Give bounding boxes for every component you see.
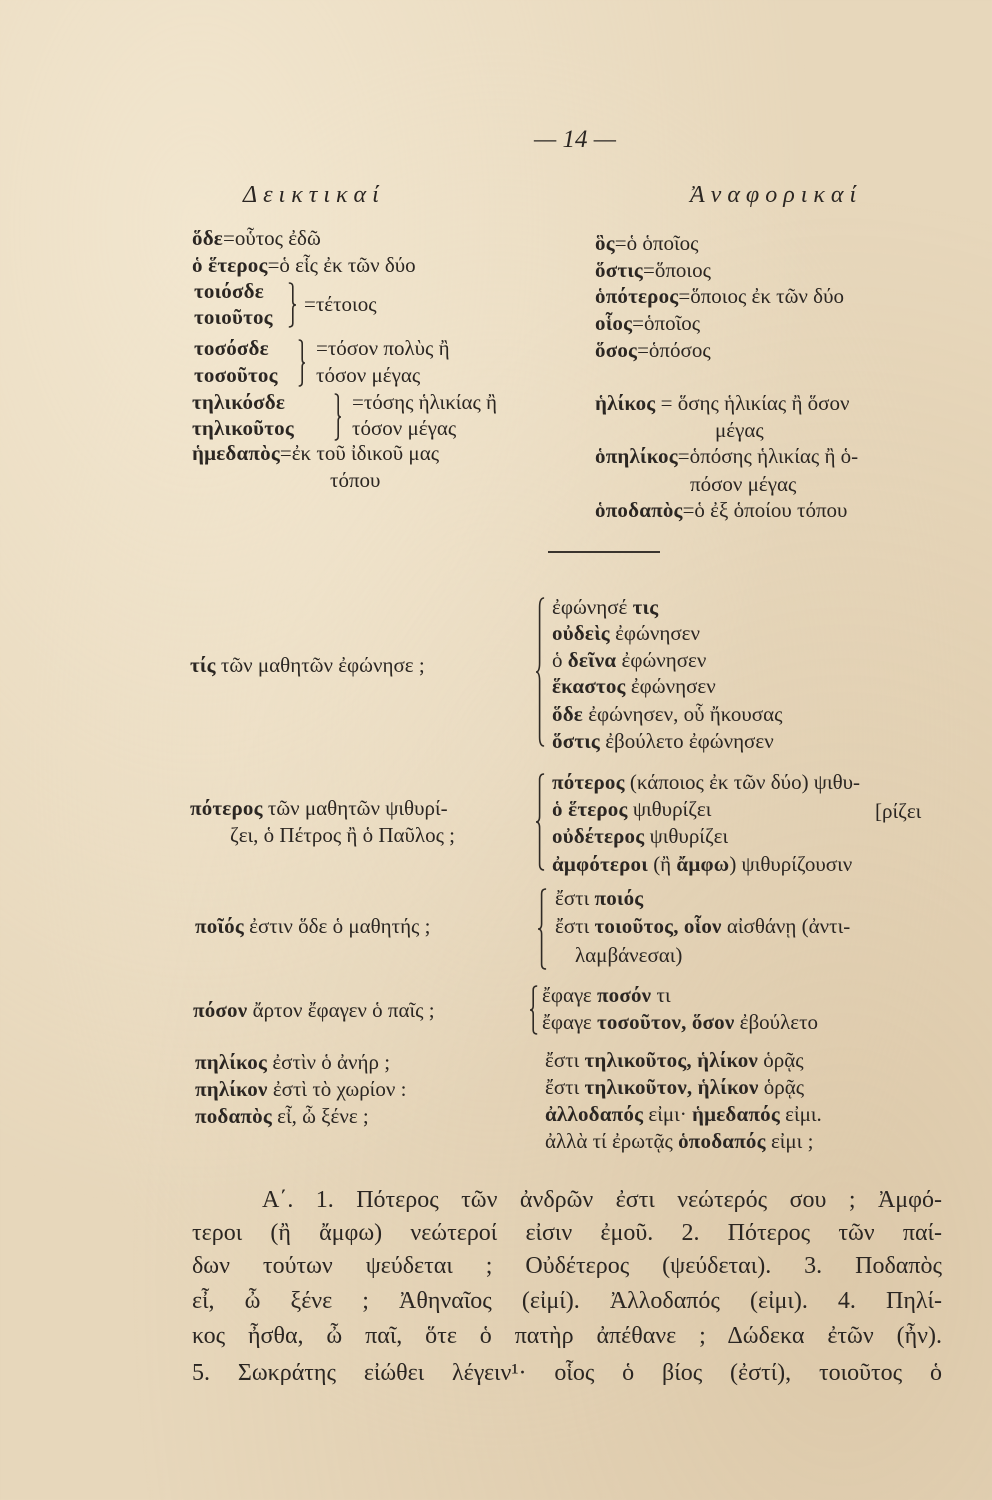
answer-line xyxy=(552,594,658,620)
answer-text: (κάποιος ἐκ τῶν δύο) ψιθυ- xyxy=(624,770,861,794)
brace xyxy=(538,889,547,969)
answer-line xyxy=(555,885,643,911)
answer-line xyxy=(552,823,728,849)
demonstrative-term: τηλικοῦτος xyxy=(192,416,294,440)
relative-definition: =ὁποῖος xyxy=(632,311,701,335)
answer-term: τις xyxy=(632,595,659,619)
answer-term: τοιοῦτος, xyxy=(594,914,679,938)
relative-row xyxy=(595,497,847,523)
answer-line xyxy=(545,1101,822,1127)
demonstrative-term: τοσοῦτος xyxy=(194,363,278,387)
question-text: τῶν μαθητῶν ἐφώνησε ; xyxy=(215,653,425,677)
answer-term: δεῖνα xyxy=(567,648,617,672)
answer-text: ἐφώνησεν, οὗ ἤκουσας xyxy=(582,702,783,726)
answer-line xyxy=(552,701,782,727)
header-demonstrative: Δεικτικαί xyxy=(243,182,385,208)
answer-term: ἡλίκον xyxy=(697,1075,759,1099)
relative-term: ὁπότερος xyxy=(595,284,679,308)
question-text: ἄρτον ἔφαγεν ὁ παῖς ; xyxy=(247,998,435,1022)
demonstrative-definition-continued: τόπου xyxy=(330,468,381,492)
relative-row xyxy=(595,310,700,336)
demonstrative-term: ὅδε xyxy=(192,226,223,250)
question-line xyxy=(195,1103,369,1129)
question-text: ἐστὶ τὸ χωρίον : xyxy=(267,1077,407,1101)
brace xyxy=(298,340,305,386)
answer-line xyxy=(552,620,700,646)
answer-text: ἐφώνησεν xyxy=(625,674,716,698)
answer-term: ἄμφω xyxy=(676,852,730,876)
answer-text: αἰσθάνῃ (ἀντι- xyxy=(721,914,851,938)
answer-term: ὅδε xyxy=(552,702,583,726)
question-line xyxy=(195,913,430,939)
question-line xyxy=(195,1049,390,1075)
relative-row xyxy=(595,443,858,469)
answer-term: ἡμεδαπός xyxy=(692,1102,780,1126)
answer-line xyxy=(545,1074,804,1100)
exercise-line: Α΄. 1. Πότερος τῶν ἀνδρῶν ἐστι νεώτερός σου ; Ἀμφό- xyxy=(262,1187,942,1213)
answer-line xyxy=(552,796,711,822)
exercise-line: εἶ, ὦ ξένε ; Ἀθηναῖος (εἰμί). Ἀλλοδαπός (εἰμι). 4. Πηλί- xyxy=(192,1288,942,1314)
brace xyxy=(536,598,545,746)
answer-text: ἐφώνησεν xyxy=(616,648,707,672)
answer-text: ἔστι xyxy=(555,914,595,938)
demonstrative-definition: =ἐκ τοῦ ἰδικοῦ μας xyxy=(279,441,440,465)
answer-text: ἐφώνησεν xyxy=(609,621,700,645)
relative-term: οἷος xyxy=(595,311,633,335)
demonstrative-definition: =τέτοιος xyxy=(304,292,377,316)
answer-text: ἀλλὰ τί ἐρωτᾷς xyxy=(545,1129,679,1153)
exercise-line: τεροι (ἢ ἄμφω) νεώτεροί εἰσιν ἐμοῦ. 2. Πότερος τῶν παί- xyxy=(192,1220,942,1246)
question-term: πότερος xyxy=(190,796,263,820)
demonstrative-row xyxy=(192,252,416,278)
relative-term: ὁπηλίκος xyxy=(595,444,678,468)
demonstrative-definition: =τόσον πολὺς ἢ xyxy=(316,336,450,360)
answer-line xyxy=(542,982,671,1008)
relative-definition-continued: πόσον μέγας xyxy=(690,472,797,496)
question-text: ἐστὶν ὁ ἀνήρ ; xyxy=(267,1050,391,1074)
answer-term: οἷον xyxy=(683,914,722,938)
answer-term: ἀλλοδαπός xyxy=(545,1102,644,1126)
demonstrative-term: τηλικόσδε xyxy=(192,390,286,414)
question-term: ποῖός xyxy=(195,914,244,938)
question-line: ζει, ὁ Πέτρος ἢ ὁ Παῦλος ; xyxy=(230,823,456,847)
question-line xyxy=(195,1076,406,1102)
answer-line xyxy=(542,1009,818,1035)
answer-line xyxy=(555,913,850,939)
answer-text: ἐφώνησέ xyxy=(552,595,633,619)
answer-term: ποσόν xyxy=(596,983,652,1007)
question-text: ἐστιν ὅδε ὁ μαθητής ; xyxy=(243,914,431,938)
brace xyxy=(288,283,296,327)
relative-definition-continued: μέγας xyxy=(715,418,764,442)
answer-text: ἔστι xyxy=(545,1075,585,1099)
question-term: πόσον xyxy=(193,998,248,1022)
relative-definition: =ὁ ἐξ ὁποίου τόπου xyxy=(682,498,848,522)
demonstrative-row xyxy=(192,440,439,466)
answer-text: ) ψιθυρίζουσιν xyxy=(729,852,853,876)
demonstrative-term: τοιοῦτος xyxy=(194,305,273,329)
answer-text: (ἢ xyxy=(647,852,677,876)
question-term: ποδαπὸς xyxy=(195,1104,272,1128)
relative-row xyxy=(595,257,711,283)
relative-definition: =ὁ ὁποῖος xyxy=(614,231,699,255)
brace xyxy=(334,394,341,440)
answer-text: ψιθυρίζει xyxy=(627,797,712,821)
answer-term: τηλικοῦτος, xyxy=(584,1048,692,1072)
exercise-line: δων τούτων ψεύδεται ; Οὐδέτερος (ψεύδεται). 3. Ποδαπὸς xyxy=(192,1253,942,1279)
exercise-line: κος ἦσθα, ὦ παῖ, ὅτε ὁ πατὴρ ἀπέθανε ; Δώδεκα ἐτῶν (ἦν). xyxy=(192,1323,942,1349)
question-line xyxy=(190,795,448,821)
page-number: — 14 — xyxy=(534,126,616,153)
answer-term: ποιός xyxy=(594,886,644,910)
question-text: εἶ, ὦ ξένε ; xyxy=(271,1104,369,1128)
relative-definition: = ὅσης ἡλικίας ἢ ὅσον xyxy=(655,391,850,415)
answer-line xyxy=(552,728,774,754)
question-line xyxy=(193,997,435,1023)
relative-row xyxy=(595,283,844,309)
answer-text: ὁρᾷς xyxy=(758,1048,804,1072)
answer-text: ἐβούλετο xyxy=(734,1010,819,1034)
exercise-line: 5. Σωκράτης εἰώθει λέγειν¹· οἷος ὁ βίος (ἐστί), τοιοῦτος ὁ xyxy=(192,1360,942,1386)
question-term: πηλίκον xyxy=(195,1077,268,1101)
relative-term: ὁποδαπὸς xyxy=(595,498,683,522)
answer-line xyxy=(545,1128,813,1154)
answer-text: τι xyxy=(651,983,671,1007)
brace xyxy=(536,774,545,870)
answer-line xyxy=(552,673,716,699)
answer-line xyxy=(552,851,852,877)
answer-term: ἕκαστος xyxy=(552,674,626,698)
relative-term: ὅστις xyxy=(595,258,643,282)
relative-row xyxy=(595,337,711,363)
answer-text: ὁρᾷς xyxy=(758,1075,805,1099)
answer-text: ἔφαγε xyxy=(542,1010,597,1034)
demonstrative-row xyxy=(192,225,321,251)
answer-text: ἐβούλετο ἐφώνησεν xyxy=(599,729,774,753)
relative-definition: =ὁπόσος xyxy=(637,338,711,362)
answer-term: ἀμφότεροι xyxy=(552,852,648,876)
answer-text: ψιθυρίζει xyxy=(644,824,729,848)
answer-text: ἔστι xyxy=(555,886,595,910)
demonstrative-definition: τόσον μέγας xyxy=(352,416,457,440)
answer-term: ὅσον xyxy=(691,1010,735,1034)
answer-line: λαμβάνεσαι) xyxy=(575,943,683,967)
header-relative: Ἀναφορικαί xyxy=(690,182,863,208)
answer-term: πότερος xyxy=(552,770,625,794)
relative-definition: =ὅποιος xyxy=(642,258,711,282)
demonstrative-definition: τόσον μέγας xyxy=(316,363,421,387)
answer-term: ἡλίκον xyxy=(697,1048,758,1072)
answer-text: ἔφαγε xyxy=(542,983,597,1007)
relative-definition: =ὁπόσης ἡλικίας ἢ ὁ- xyxy=(677,444,859,468)
relative-term: ὅσος xyxy=(595,338,638,362)
answer-term: ὁποδαπός xyxy=(678,1129,766,1153)
question-term: πηλίκος xyxy=(195,1050,268,1074)
section-divider xyxy=(548,551,660,553)
answer-term: τηλικοῦτον, xyxy=(584,1075,693,1099)
brace xyxy=(530,986,538,1034)
demonstrative-term: τοιόσδε xyxy=(194,279,264,303)
answer-text: εἰμι. xyxy=(779,1102,822,1126)
demonstrative-definition: =ὁ εἷς ἐκ τῶν δύο xyxy=(267,253,416,277)
answer-term: τοσοῦτον, xyxy=(596,1010,687,1034)
demonstrative-definition: =τόσης ἡλικίας ἢ xyxy=(352,390,497,414)
question-text: τῶν μαθητῶν ψιθυρί- xyxy=(262,796,448,820)
question-line xyxy=(190,652,425,678)
relative-row xyxy=(595,390,850,416)
answer-line xyxy=(545,1047,804,1073)
hyphenation-tail: [ρίζει xyxy=(875,799,922,823)
demonstrative-definition: =οὗτος ἐδῶ xyxy=(222,226,321,250)
answer-text: εἰμι ; xyxy=(765,1129,814,1153)
question-term: τίς xyxy=(190,653,216,677)
demonstrative-term: ἡμεδαπὸς xyxy=(192,441,280,465)
relative-term: ὃς xyxy=(595,231,615,255)
answer-line xyxy=(552,647,706,673)
answer-text: ἔστι xyxy=(545,1048,585,1072)
answer-term: ὁ ἕτερος xyxy=(552,797,628,821)
answer-line xyxy=(552,769,860,795)
relative-row xyxy=(595,230,698,256)
relative-definition: =ὅποιος ἐκ τῶν δύο xyxy=(678,284,844,308)
answer-term: ὅστις xyxy=(552,729,600,753)
demonstrative-term: ὁ ἕτερος xyxy=(192,253,268,277)
relative-term: ἡλίκος xyxy=(595,391,656,415)
answer-term: οὐδεὶς xyxy=(552,621,610,645)
answer-text: ὁ xyxy=(552,648,568,672)
demonstrative-term: τοσόσδε xyxy=(194,336,269,360)
answer-term: οὐδέτερος xyxy=(552,824,645,848)
answer-text: εἰμι· xyxy=(643,1102,693,1126)
